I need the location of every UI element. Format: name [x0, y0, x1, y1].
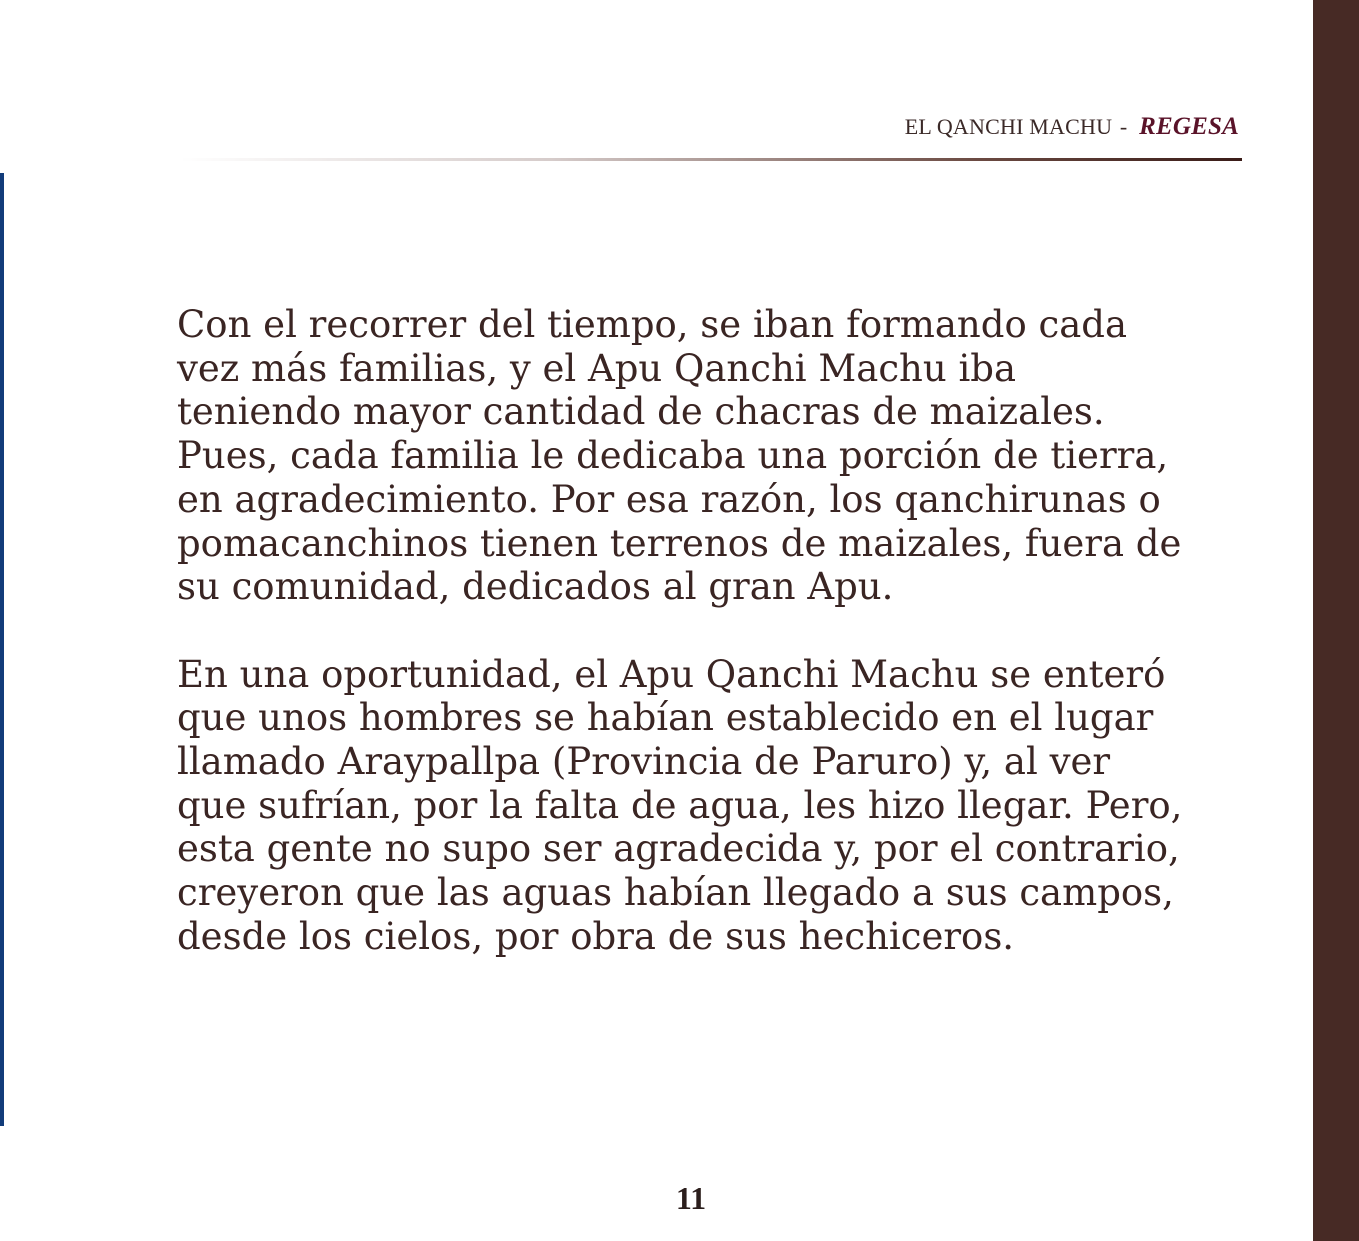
text-line: En una oportunidad, el Apu Qanchi Machu se enteró	[177, 652, 1166, 696]
text-line: creyeron que las aguas habían llegado a sus campos,	[177, 871, 1174, 915]
page-edge-band	[1313, 0, 1359, 1241]
header-divider	[180, 158, 1242, 161]
text-line: teniendo mayor cantidad de chacras de maizales.	[177, 390, 1105, 434]
paragraph	[177, 303, 1257, 609]
body-text	[177, 303, 1257, 959]
text-line: su comunidad, dedicados al gran Apu.	[177, 565, 894, 609]
header-separator: -	[1119, 114, 1128, 139]
text-line: vez más familias, y el Apu Qanchi Machu iba	[177, 346, 1017, 390]
text-line: que unos hombres se habían establecido en el lugar	[177, 696, 1154, 740]
text-line: en agradecimiento. Por esa razón, los qanchirunas o	[177, 477, 1161, 521]
paragraph	[177, 653, 1257, 959]
text-line: Pues, cada familia le dedicaba una porción de tierra,	[177, 434, 1169, 478]
running-header	[905, 113, 1239, 141]
header-title: EL QANCHI MACHU	[904, 114, 1113, 139]
text-line: esta gente no supo ser agradecida y, por el contrario,	[177, 827, 1180, 871]
header-brand: REGESA	[1139, 113, 1239, 140]
page-number: 11	[675, 1180, 707, 1216]
text-line: pomacanchinos tienen terrenos de maizales, fuera de	[177, 521, 1182, 565]
text-line: Con el recorrer del tiempo, se iban formando cada	[177, 303, 1128, 346]
text-line: que sufrían, por la falta de agua, les hizo llegar. Pero,	[177, 783, 1183, 827]
left-margin-rule	[0, 173, 4, 1126]
text-line: llamado Araypallpa (Provincia de Paruro) y, al ver	[177, 740, 1111, 784]
text-line: desde los cielos, por obra de sus hechiceros.	[177, 914, 1015, 958]
